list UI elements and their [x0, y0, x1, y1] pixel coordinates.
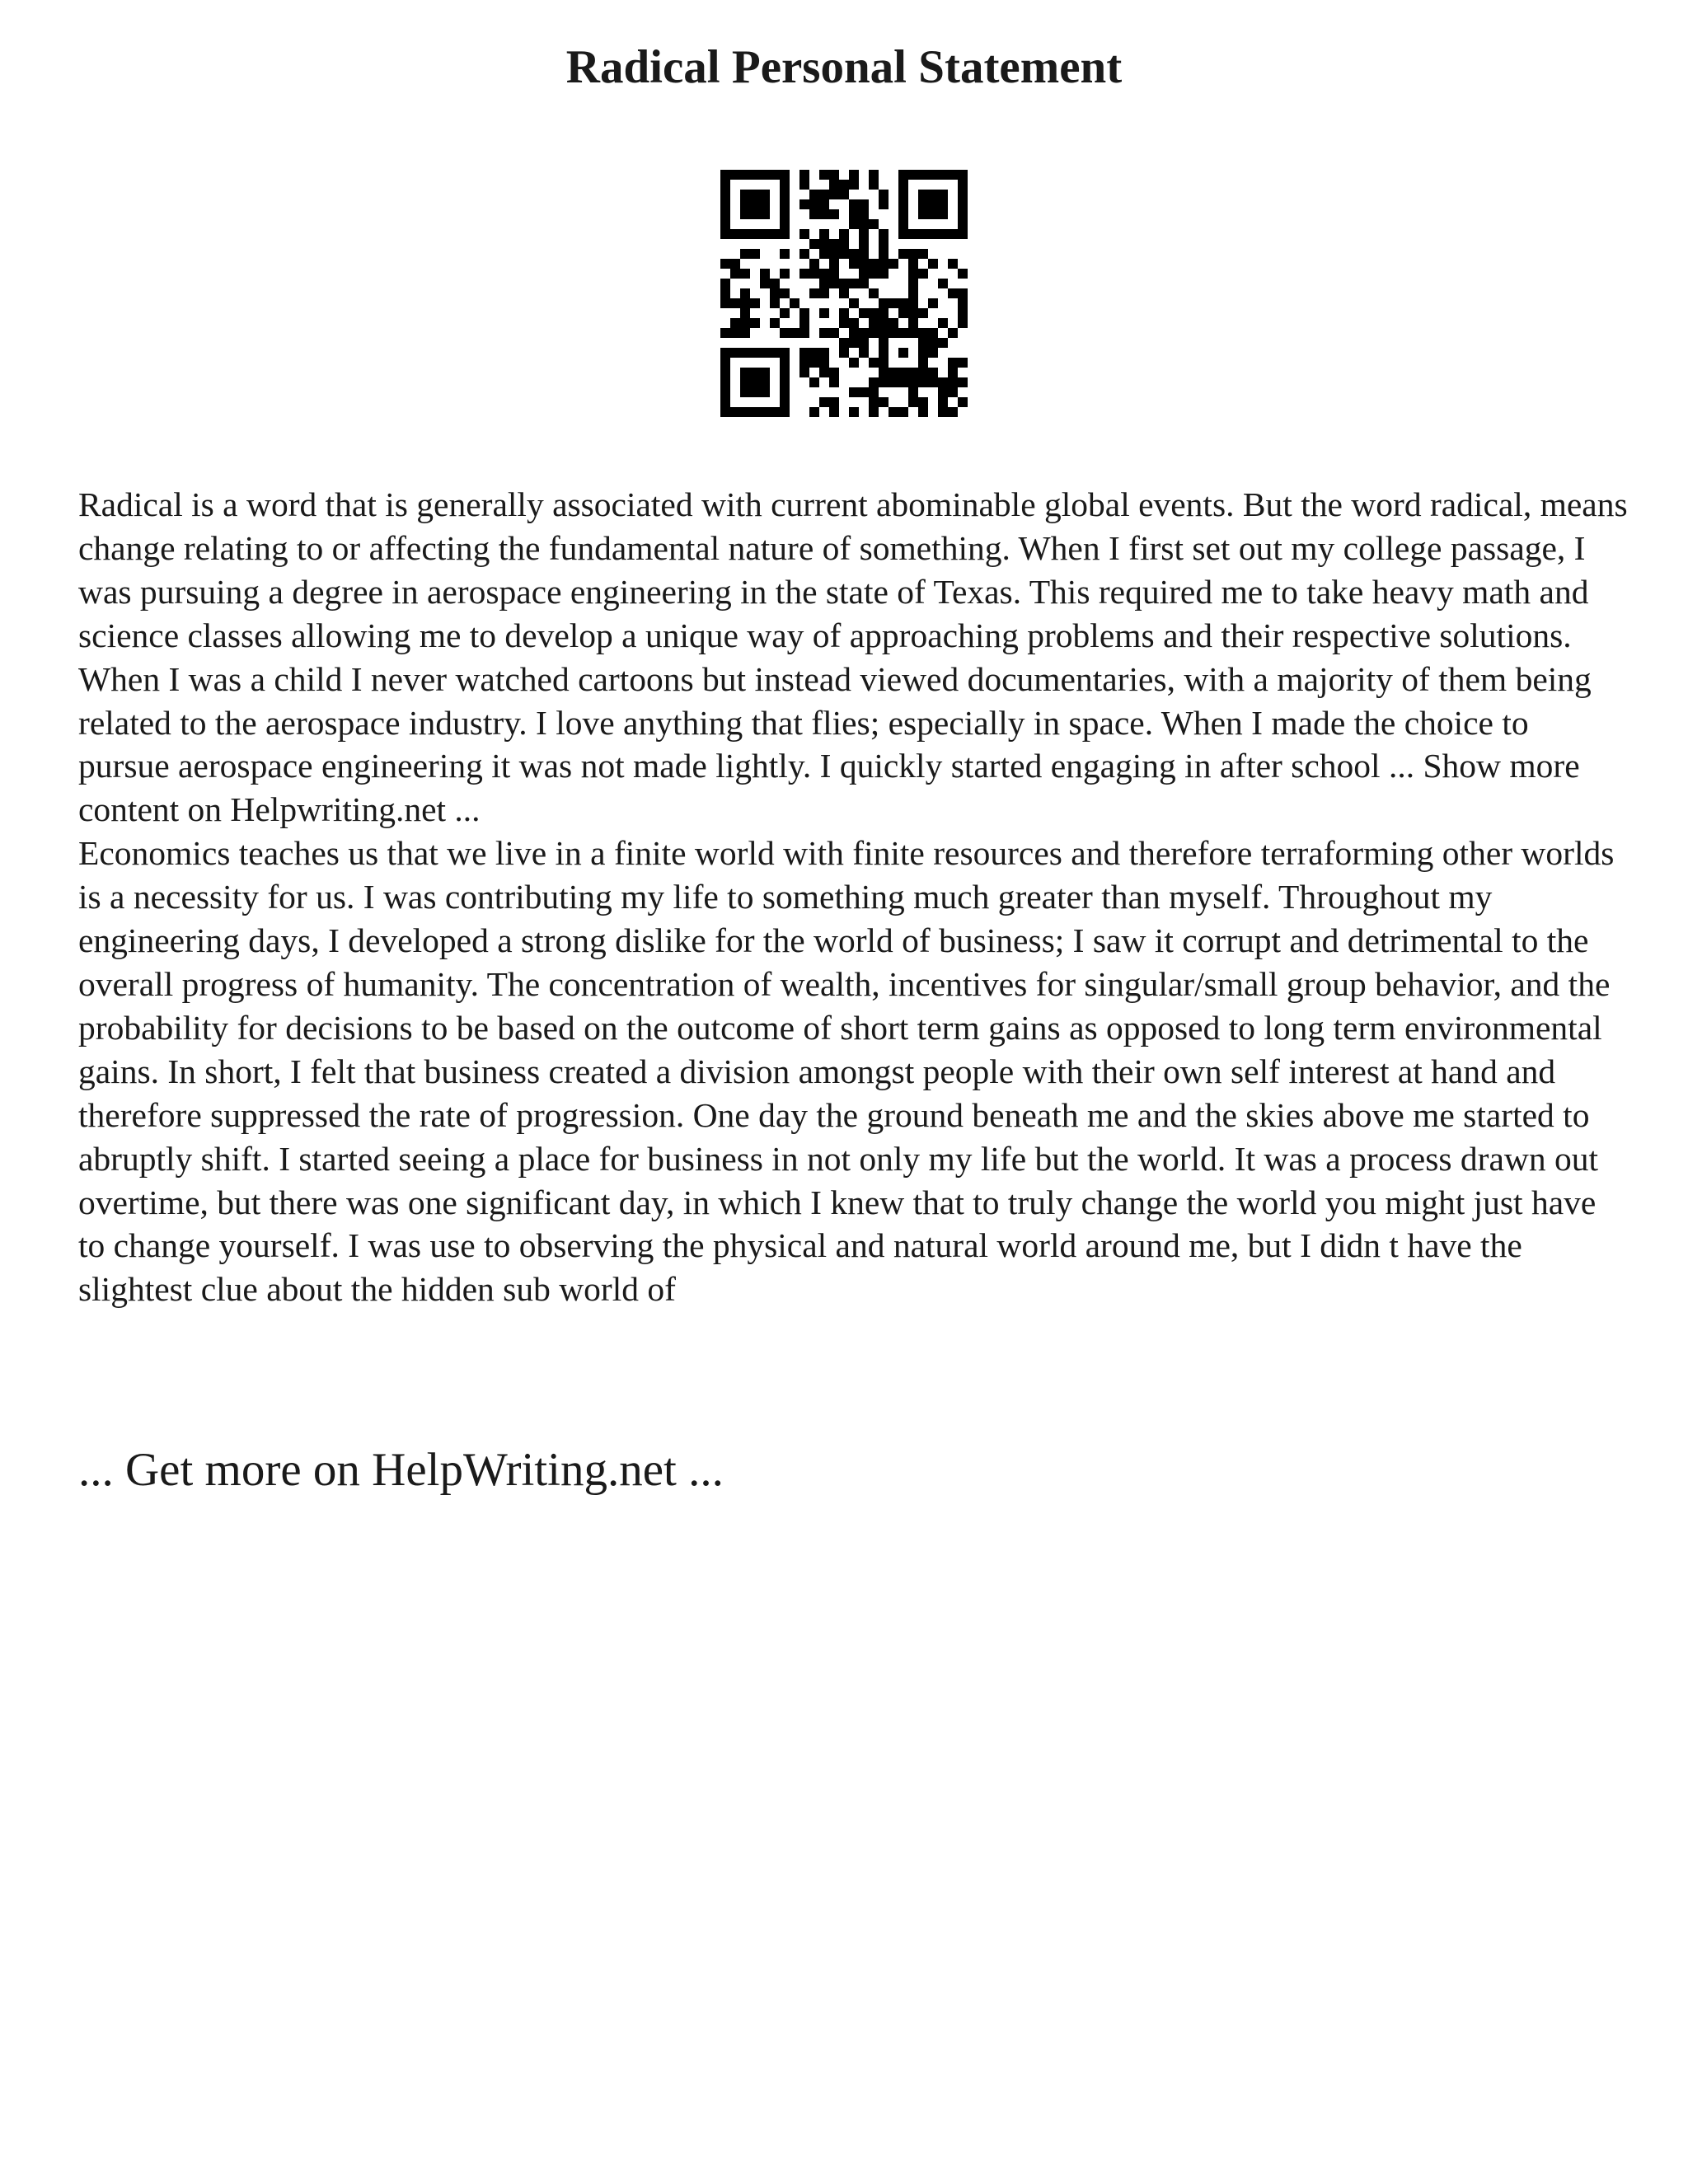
qr-code-icon [720, 170, 968, 417]
statement-body [78, 483, 1628, 1311]
page-title: Radical Personal Statement [565, 41, 1123, 93]
paragraph-2: Economics teaches us that we live in a finite world with finite resources and therefore terraforming other worlds is a necessity for us. I was contributing my life to something much greater than myself. Throughout my engineering days, I developed a strong dislike for the world of business; I saw it corrupt and detrimental to the overall progress of humanity. The concentration of wealth, incentives for singular/small group behavior, and the probability for decisions to be based on the outcome of short term gains as opposed to long term environmental gains. In short, I felt that business created a division amongst people with their own self interest at hand and therefore suppressed the rate of progression. One day the ground beneath me and the skies above me started to abruptly shift. I started seeing a place for business in not only my life but the world. It was a process drawn out overtime, but there was one significant day, in which I knew that to truly change the world you might just have to change yourself. I was use to observing the physical and natural world around me, but I didn t have the slightest clue about the hidden sub world of [78, 834, 1615, 1309]
paragraph-1: Radical is a word that is generally associated with current abominable global events. But the word radical, means change relating to or affecting the fundamental nature of something. When I first set out my college passage, I was pursuing a degree in aerospace engineering in the state of Texas. This required me to take heavy math and science classes allowing me to develop a unique way of approaching problems and their respective solutions. When I was a child I never watched cartoons but instead viewed documentaries, with a majority of them being related to the aerospace industry. I love anything that flies; especially in space. When I made the choice to pursue aerospace engineering it was not made lightly. I quickly started engaging in after school ... Show more content on Helpwriting.net ... [78, 485, 1628, 829]
get-more-link[interactable]: ... Get more on HelpWriting.net ... [78, 1444, 724, 1496]
